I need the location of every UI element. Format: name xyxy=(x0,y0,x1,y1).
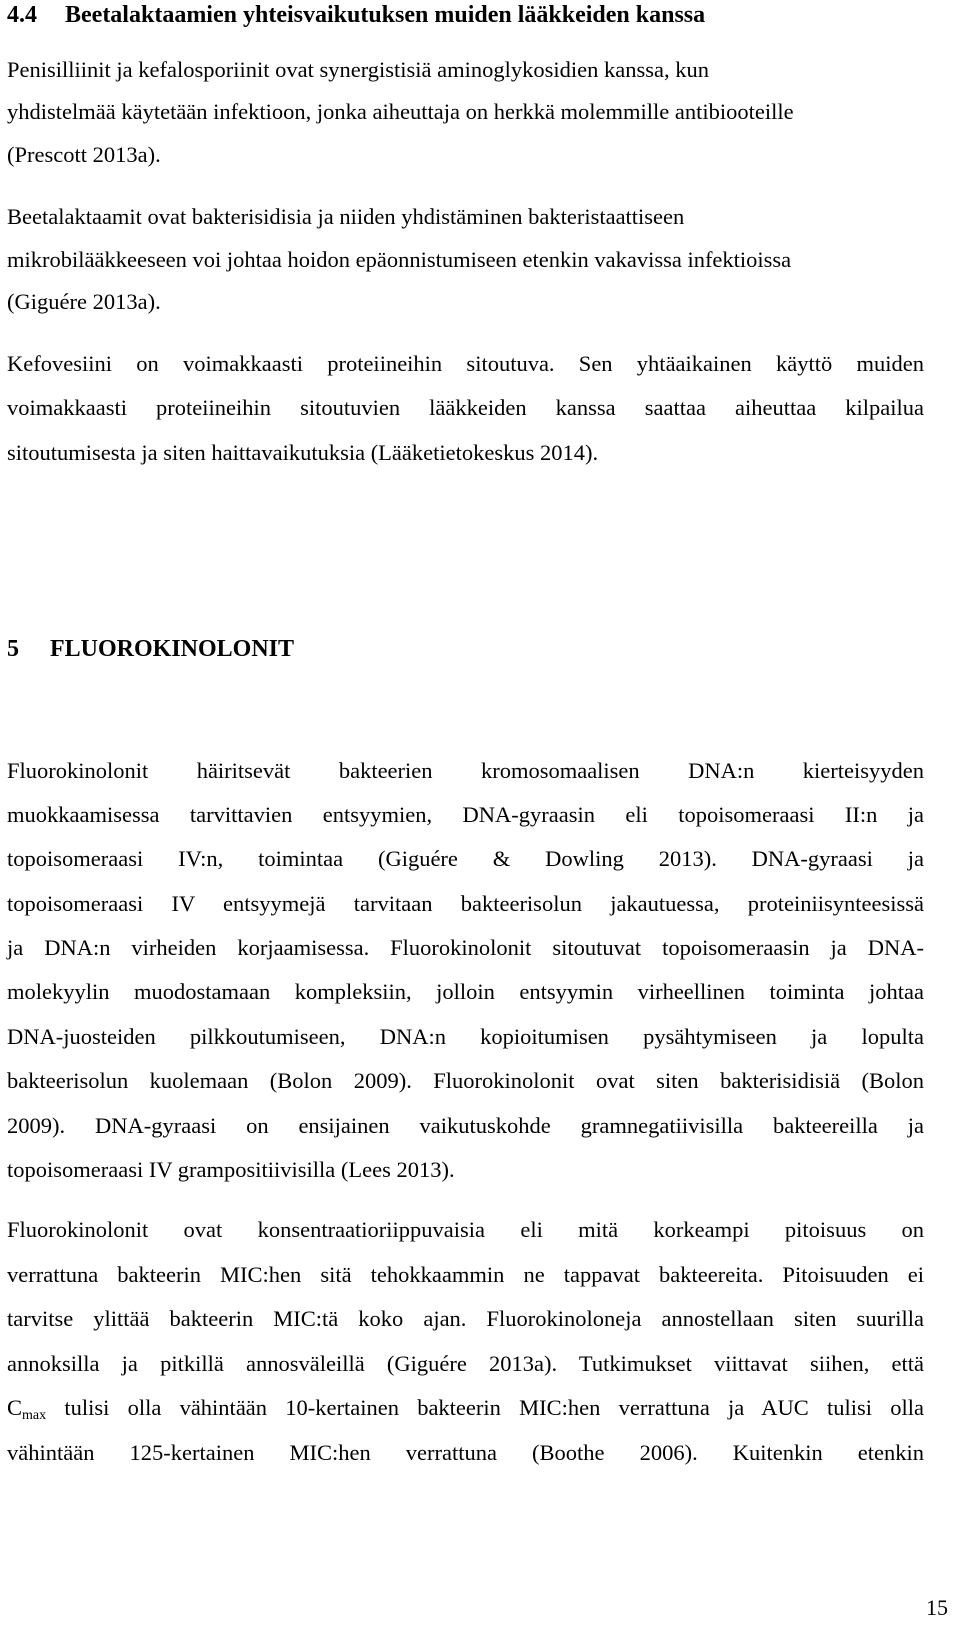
text-line: sitoutumisesta ja siten haittavaikutuksia (Lääketietokeskus 2014). xyxy=(7,440,599,465)
text-line: topoisomeraasi IV:n, toimintaa (Giguére & Dowling 2013). DNA-gyraasi ja xyxy=(7,846,924,871)
text-line: topoisomeraasi IV grampositiivisilla (Lees 2013). xyxy=(7,1157,455,1182)
text-line: (Prescott 2013a). xyxy=(7,142,161,167)
text-line: bakteerisolun kuolemaan (Bolon 2009). Fluorokinolonit ovat siten bakterisidisiä (Bolon xyxy=(7,1068,924,1093)
chapter-number: 5 xyxy=(7,636,19,662)
chapter-title: FLUOROKINOLONIT xyxy=(50,636,295,662)
cmax-line-text: tulisi olla vähintään 10-kertainen bakteerin MIC:hen verrattuna ja AUC tulisi olla xyxy=(46,1395,924,1420)
section-number: 4.4 xyxy=(7,2,37,28)
cmax-c: C xyxy=(7,1395,23,1420)
section-heading xyxy=(7,0,705,30)
text-line-cmax xyxy=(7,1394,924,1430)
text-line: molekyylin muodostamaan kompleksiin, jolloin entsyymin virheellinen toiminta johtaa xyxy=(7,979,924,1004)
text-line: Fluorokinolonit ovat konsentraatioriippuvaisia eli mitä korkeampi pitoisuus on xyxy=(7,1217,924,1242)
text-line: Kefovesiini on voimakkaasti proteiineihin sitoutuva. Sen yhtäaikainen käyttö muiden xyxy=(7,351,924,376)
text-line: ja DNA:n virheiden korjaamisessa. Fluorokinolonit sitoutuvat topoisomeraasin ja DNA- xyxy=(7,935,924,960)
text-line: Beetalaktaamit ovat bakterisidisia ja niiden yhdistäminen bakteristaattiseen xyxy=(7,204,685,229)
text-line: muokkaamisessa tarvittavien entsyymien, DNA-gyraasin eli topoisomeraasi II:n ja xyxy=(7,802,924,827)
text-line: Penisilliinit ja kefalosporiinit ovat synergistisiä aminoglykosidien kanssa, kun xyxy=(7,57,710,82)
text-line: DNA-juosteiden pilkkoutumiseen, DNA:n kopioitumisen pysähtymiseen ja lopulta xyxy=(7,1024,924,1049)
text-line: mikrobilääkkeeseen voi johtaa hoidon epäonnistumiseen etenkin vakavissa infektioissa xyxy=(7,247,792,272)
cmax-subscript: max xyxy=(22,1408,47,1423)
text-line: voimakkaasti proteiineihin sitoutuvien lääkkeiden kanssa saattaa aiheuttaa kilpailua xyxy=(7,395,924,420)
chapter-heading xyxy=(7,634,294,664)
text-line: (Giguére 2013a). xyxy=(7,289,161,314)
text-line: topoisomeraasi IV entsyymejä tarvitaan bakteerisolun jakautuessa, proteiniisynteesissä xyxy=(7,891,924,916)
text-line: Fluorokinolonit häiritsevät bakteerien kromosomaalisen DNA:n kierteisyyden xyxy=(7,758,924,783)
text-line: annoksilla ja pitkillä annosväleillä (Giguére 2013a). Tutkimukset viittavat siihen, että xyxy=(7,1351,924,1376)
cmax-symbol xyxy=(7,1395,47,1423)
text-line: vähintään 125-kertainen MIC:hen verrattuna (Boothe 2006). Kuitenkin etenkin xyxy=(7,1440,924,1465)
page-number: 15 xyxy=(926,1595,948,1620)
text-line: 2009). DNA-gyraasi on ensijainen vaikutuskohde gramnegatiivisilla bakteereilla ja xyxy=(7,1113,924,1138)
text-line: tarvitse ylittää bakteerin MIC:tä koko ajan. Fluorokinoloneja annostellaan siten suurilla xyxy=(7,1306,924,1331)
text-line: yhdistelmää käytetään infektioon, jonka aiheuttaja on herkkä molemmille antibiooteille xyxy=(7,99,794,124)
section-title: Beetalaktaamien yhteisvaikutuksen muiden lääkkeiden kanssa xyxy=(65,2,706,28)
text-line: verrattuna bakteerin MIC:hen sitä tehokkaammin ne tappavat bakteereita. Pitoisuuden ei xyxy=(7,1262,924,1287)
